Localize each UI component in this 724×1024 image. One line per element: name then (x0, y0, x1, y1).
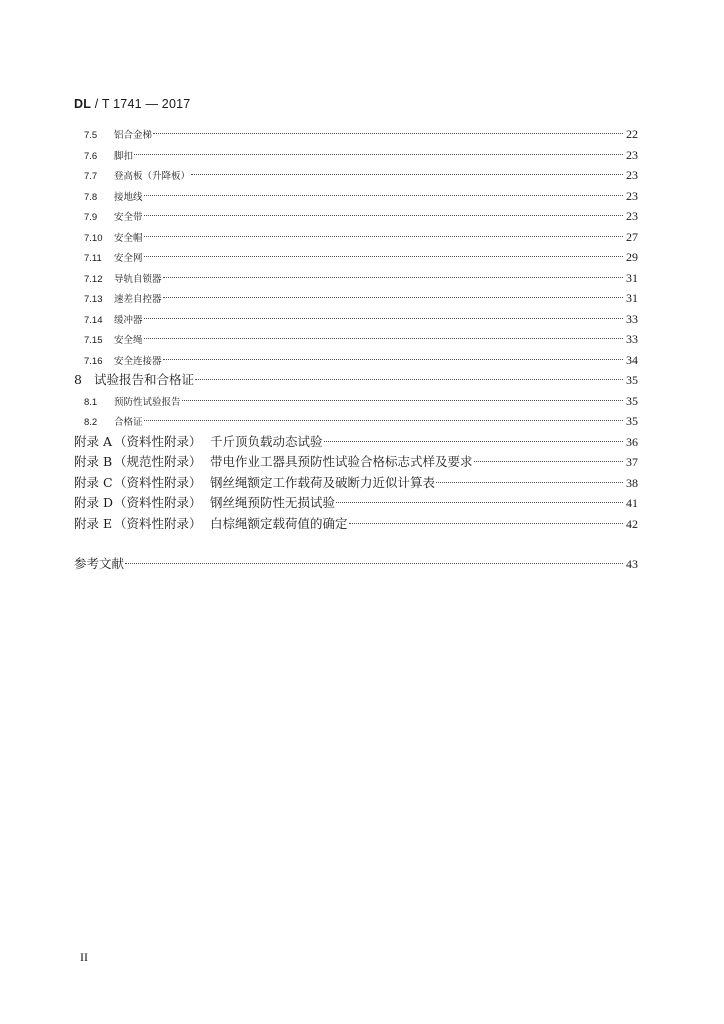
toc-page: 41 (626, 496, 638, 510)
toc-title: 缓冲器 (114, 314, 143, 326)
toc-entry-7-11[interactable] (84, 247, 638, 267)
toc-number: 7.6 (84, 150, 98, 162)
toc-page: 42 (626, 516, 638, 531)
dot-leader (144, 338, 623, 339)
toc-title: 试验报告和合格证 (94, 372, 195, 387)
toc-page: 31 (626, 270, 638, 285)
toc-entry-7-8[interactable] (84, 186, 638, 206)
toc-title: 参考文献 (74, 556, 125, 571)
appendix-number: 附录 E (74, 515, 113, 531)
toc-entry-7-15[interactable] (84, 329, 638, 349)
toc-entry-8[interactable] (74, 370, 638, 390)
toc-title: 钢丝绳额定工作载荷及破断力近似计算表 (210, 474, 436, 490)
toc-entry-7-14[interactable] (84, 309, 638, 329)
dot-leader (191, 174, 623, 175)
toc-title: 安全帽 (114, 232, 143, 244)
toc-number: 7.8 (84, 191, 98, 203)
appendix-number: 附录 B (74, 454, 113, 469)
toc-number: 7.14 (84, 314, 103, 326)
toc-page: 33 (626, 332, 638, 346)
toc-page: 43 (626, 557, 638, 571)
toc-entry-appendix-c[interactable] (74, 473, 638, 493)
toc-page: 29 (626, 250, 638, 264)
toc-page: 37 (626, 455, 638, 469)
toc-title: 脚扣 (114, 150, 134, 162)
dot-leader (125, 563, 623, 564)
appendix-kind: （资料性附录） (114, 495, 202, 510)
toc-title: 安全网 (114, 253, 143, 264)
dot-leader (349, 523, 623, 524)
toc-title: 千斤顶负载动态试验 (210, 433, 323, 449)
toc-page: 36 (626, 434, 638, 449)
toc-title: 安全带 (114, 212, 143, 223)
standard-code: DL (74, 97, 92, 111)
page-number-footer: II (80, 950, 88, 964)
toc-page: 23 (626, 168, 638, 182)
toc-number: 7.12 (84, 273, 103, 285)
toc-page: 27 (626, 229, 638, 244)
toc-title: 铝合金梯 (114, 130, 153, 141)
toc-entry-7-7[interactable] (84, 165, 638, 185)
toc-number: 7.13 (84, 294, 103, 305)
toc-title: 安全绳 (114, 335, 143, 346)
toc-title: 速差自控器 (114, 294, 162, 305)
toc-entry-7-10[interactable] (84, 227, 638, 247)
toc-entry-7-9[interactable] (84, 206, 638, 226)
dot-leader (134, 154, 623, 155)
toc-page: 34 (626, 352, 638, 367)
appendix-number: 附录 C (74, 474, 113, 490)
toc-title: 白棕绳额定载荷值的确定 (210, 515, 348, 531)
dot-leader (324, 441, 623, 442)
dot-leader (163, 297, 623, 298)
dot-leader (436, 482, 623, 483)
toc-number: 7.9 (84, 212, 98, 223)
toc-title: 安全连接器 (114, 355, 162, 367)
appendix-kind: （资料性附录） (114, 474, 202, 490)
standard-number: T 1741 — 2017 (101, 97, 191, 111)
toc-title: 预防性试验报告 (114, 396, 181, 408)
toc-number: 7.11 (84, 253, 102, 264)
dot-leader (474, 461, 623, 462)
dot-leader (195, 379, 623, 380)
toc-number: 7.16 (84, 355, 103, 367)
toc-title: 合格证 (114, 417, 143, 428)
dot-leader (144, 420, 623, 421)
dot-leader (144, 318, 623, 319)
toc-entry-8-2[interactable] (84, 411, 638, 431)
dot-leader (153, 133, 623, 134)
toc-entry-appendix-d[interactable] (74, 493, 638, 513)
toc-page: 35 (626, 373, 638, 387)
toc-page: 23 (626, 147, 638, 162)
appendix-number: 附录 A (74, 433, 113, 449)
toc-entry-7-16[interactable] (84, 350, 638, 370)
toc-entry-references[interactable] (74, 554, 638, 574)
toc-title: 接地线 (114, 191, 143, 203)
dot-leader (144, 256, 623, 257)
toc-number: 8.2 (84, 417, 98, 428)
dot-leader (163, 277, 623, 278)
toc-entry-7-12[interactable] (84, 268, 638, 288)
toc-page: 23 (626, 209, 638, 223)
standard-header (74, 97, 190, 111)
appendix-kind: （规范性附录） (114, 454, 202, 469)
toc-page: 22 (626, 127, 638, 141)
toc-page: 23 (626, 188, 638, 203)
toc-page: 35 (626, 414, 638, 428)
toc-title: 钢丝绳预防性无损试验 (210, 495, 336, 510)
toc-page: 31 (626, 291, 638, 305)
toc-number: 7.7 (84, 171, 98, 182)
toc-number: 8 (74, 372, 82, 387)
dot-leader (163, 359, 623, 360)
toc-page: 38 (626, 475, 638, 490)
standard-slash: / (91, 97, 102, 111)
toc-entry-appendix-b[interactable] (74, 452, 638, 472)
dot-leader (144, 215, 623, 216)
appendix-number: 附录 D (74, 495, 113, 510)
toc-page: 35 (626, 393, 638, 408)
toc-number: 7.10 (84, 232, 103, 244)
toc-title: 登高板（升降板） (114, 171, 191, 182)
toc-number: 7.5 (84, 130, 98, 141)
dot-leader (144, 236, 623, 237)
toc-entry-7-6[interactable] (84, 145, 638, 165)
toc-entry-appendix-e[interactable] (74, 514, 638, 534)
toc-entry-8-1[interactable] (84, 391, 638, 411)
toc-entry-appendix-a[interactable] (74, 432, 638, 452)
toc-title: 带电作业工器具预防性试验合格标志式样及要求 (210, 454, 473, 469)
toc-entry-7-13[interactable] (84, 288, 638, 308)
dot-leader (336, 502, 623, 503)
toc-entry-7-5[interactable] (84, 124, 638, 144)
toc-title: 导轨自锁器 (114, 273, 162, 285)
toc-number: 8.1 (84, 396, 98, 408)
dot-leader (144, 195, 623, 196)
toc-page: 33 (626, 311, 638, 326)
appendix-kind: （资料性附录） (114, 433, 202, 449)
toc-number: 7.15 (84, 335, 103, 346)
appendix-kind: （资料性附录） (114, 515, 202, 531)
dot-leader (182, 400, 623, 401)
